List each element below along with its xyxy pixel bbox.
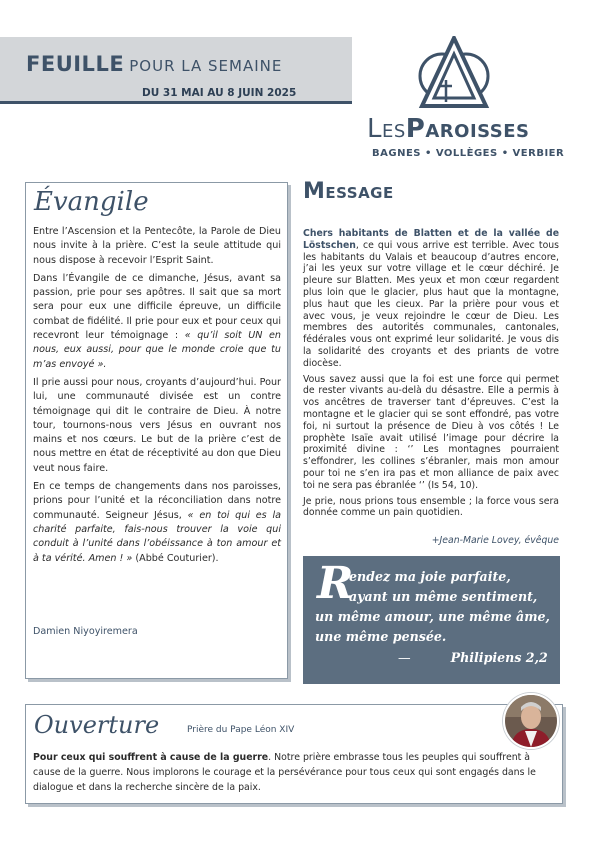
evangile-quote: « qu’il soit UN en nous, eux aussi, pour que le monde croie que tu m’as envoyé ». [33, 330, 281, 370]
brand-name-light: Les [367, 114, 406, 144]
header-title [26, 52, 282, 76]
message-paragraph: Chers habitants de Blatten et de la vallée de Löstschen, ce qui vous arrive est terrible. Avec tous les habitants du Valais et beaucoup d’autres encore, j’ai les yeux sur votre village et le cœur déchiré. Je pleure sur Blatten. Mes yeux et mon cœur regardent plus loin que le glacier, plus haut que la montagne, plus haut que les cieux. Par la prière pour vous et avec vous, je veux rejoindre le cœur de Dieu. Les membres des autorités communales, cantonales, fédérales vous ont exprimé leur solidarité. Je vous dis la solidarité des croyants et des priants de votre diocèse. [303, 228, 559, 369]
header-title-main: FEUILLE [26, 52, 125, 76]
evangile-paragraph: Il prie aussi pour nous, croyants d’aujourd’hui. Pour lui, une communauté divisée est un contre témoignage qui dit le contraire de Dieu. À notre tour, tournons-nous vers Jésus en ouvrant nos mains et nos cœurs. Le but de la prière c’est de nous mettre en état de réceptivité au don que Dieu veut nous faire. [33, 376, 281, 474]
evangile-box [25, 182, 288, 679]
ouverture-text: Pour ceux qui souffrent à cause de la guerre. Notre prière embrasse tous les peuples qui souffrent à cause de la guerre. Nous implorons le courage et la persévérance pour tous ceux qui sont engagés dans le dialogue et dans la recherche sincère de la paix. [33, 752, 536, 793]
ouverture-lead: Pour ceux qui souffrent à cause de la guerre [33, 752, 269, 763]
quote-line: une même pensée. [315, 629, 447, 644]
header-title-sub: POUR LA SEMAINE [129, 57, 283, 75]
quote-line: un même amour, une même âme, [315, 609, 550, 624]
ouverture-title: Ouverture [34, 711, 160, 739]
brand-name [367, 114, 530, 144]
message-text [303, 228, 559, 523]
quote-drop-cap: R [317, 558, 354, 609]
quote-box [303, 556, 560, 684]
message-signature: +Jean-Marie Lovey, évêque [431, 535, 559, 546]
quote-line: ayant un même sentiment, [349, 589, 538, 604]
ouverture-box [25, 704, 563, 804]
paroisses-logo-icon [412, 36, 496, 112]
quote-reference: — Philipiens 2,2 [398, 650, 548, 665]
pope-portrait [503, 693, 559, 749]
message-paragraph: Je prie, nous prions tous ensemble ; la force vous sera donnée comme un pain quotidien. [303, 495, 559, 519]
message-lead: Chers habitants de Blatten et de la vallée de Löstschen [303, 228, 559, 251]
evangile-signature: Damien Niyoyiremera [33, 626, 138, 637]
evangile-paragraph: Entre l’Ascension et la Pentecôte, la Parole de Dieu nous invite à la prière. C’est la seule attitude qui nous dispose à recevoir l’Esprit Saint. [33, 226, 281, 266]
message-paragraph: Vous savez aussi que la foi est une force qui permet de rester vivants au-delà du désastre. Elle a permis à vos ancêtres de traverser tant d’épreuves. C’est la montagne et le glacier qui se sont effondré, pas votre foi, ni surtout la présence de Dieu à vos côtés ! Le prophète Isaïe avait utilisé l’image pour décrire la proximité divine : ‘’ Les montagnes pourraient s’effondrer, les collines s’ébranler, mais mon amour pour toi ne s’en ira pas et mon alliance de paix avec toi ne sera pas ébranlée ‘’ (Is 54, 10). [303, 373, 559, 491]
evangile-paragraph: Dans l’Évangile de ce dimanche, Jésus, avant sa passion, prie pour ses apôtres. Il sait que sa mort sera pour eux une difficile épreuve, un difficile combat de fidélité. Il prie pour eux et pour ceux qui recevront leur témoignage : « qu’il soit UN en nous, eux aussi, pour que le monde croie que tu m’as envoyé ». [33, 272, 281, 370]
quote-line: endez ma joie parfaite, [349, 569, 511, 584]
quote-text [315, 567, 555, 647]
portrait-image-icon [505, 695, 557, 747]
brand-subtitle: BAGNES • VOLLÈGES • VERBIER [372, 148, 565, 159]
evangile-title: Évangile [34, 187, 149, 217]
evangile-paragraph: En ce temps de changements dans nos paroisses, prions pour l’unité et la réconciliation dans notre communauté. Seigneur Jésus, « en toi qui es la charité parfaite, fais-nous trouver la voie qui conduit à l’unité dans l’obéissance à ton amour et à ta vérité. Amen ! » (Abbé Couturier). [33, 481, 281, 564]
message-title: Message [303, 179, 394, 204]
header-dates: DU 31 MAI AU 8 JUIN 2025 [142, 87, 297, 99]
evangile-text [33, 225, 281, 570]
evangile-prayer: « en toi qui es la charité parfaite, fais-nous trouver la voie qui conduit à l’unité dans l’obéissance à ton amour et à ta vérité. Amen ! » [33, 509, 281, 564]
header-underline [0, 101, 352, 104]
ouverture-subtitle: Prière du Pape Léon XIV [187, 725, 295, 735]
brand-name-bold: Paroisses [405, 114, 530, 144]
